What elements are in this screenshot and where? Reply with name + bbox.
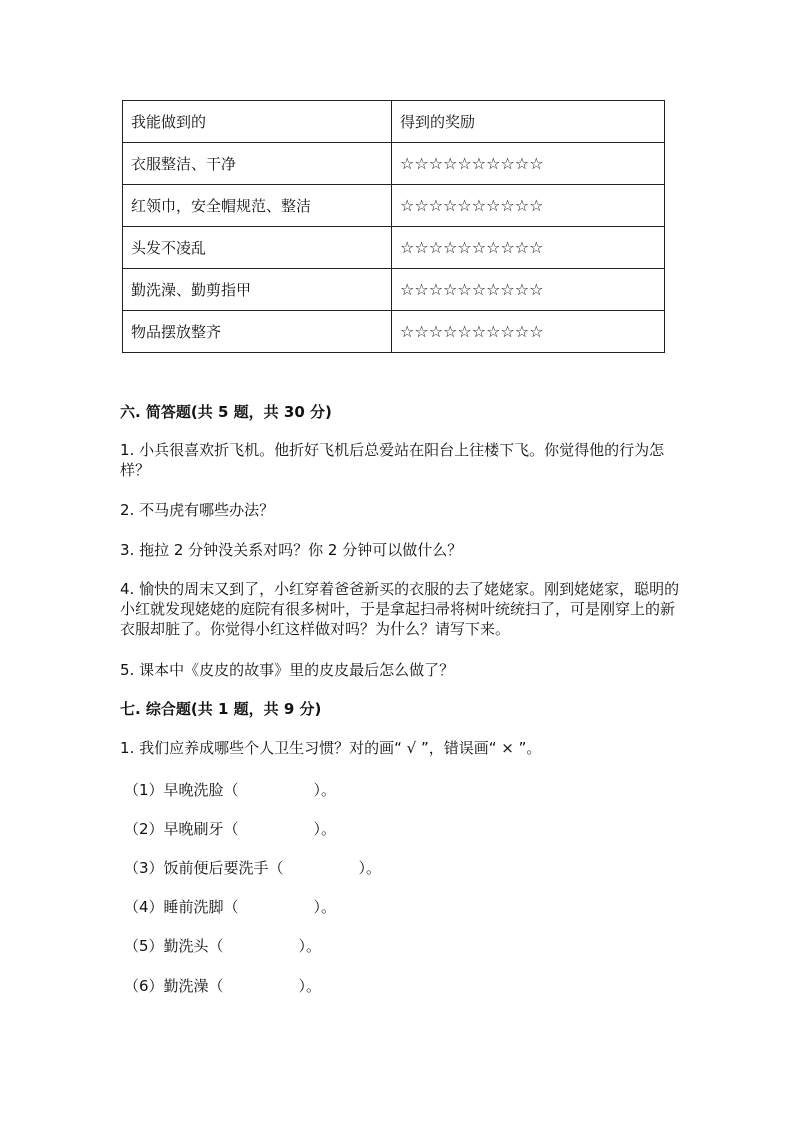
question-5: 5. 课本中《皮皮的故事》里的皮皮最后怎么做了？ [120, 661, 455, 679]
habit-cell: 衣服整洁、干净 [123, 143, 392, 185]
stars-cell: ☆☆☆☆☆☆☆☆☆☆ [392, 143, 665, 185]
question-1: 1. 小兵很喜欢折飞机。他折好飞机后总爱站在阳台上往楼下飞。你觉得他的行为怎样？ [120, 441, 665, 479]
habit-item-2: （2）早晚刷牙（ ）。 [124, 820, 337, 838]
question-2: 2. 不马虎有哪些办法？ [120, 501, 275, 519]
table-header-cell: 得到的奖励 [392, 101, 665, 143]
table-row [123, 227, 665, 269]
stars-cell: ☆☆☆☆☆☆☆☆☆☆ [392, 185, 665, 227]
reward-table [122, 100, 665, 353]
habit-cell: 红领巾，安全帽规范、整洁 [123, 185, 392, 227]
table-row [123, 269, 665, 311]
table-row [123, 311, 665, 353]
habit-item-6: （6）勤洗澡（ ）。 [124, 977, 322, 995]
section6-title: 六. 简答题(共 5 题，共 30 分) [120, 403, 332, 421]
habit-item-1: （1）早晚洗脸（ ）。 [124, 781, 337, 799]
stars-cell: ☆☆☆☆☆☆☆☆☆☆ [392, 227, 665, 269]
habit-item-5: （5）勤洗头（ ）。 [124, 937, 322, 955]
stars-cell: ☆☆☆☆☆☆☆☆☆☆ [392, 311, 665, 353]
stars-cell: ☆☆☆☆☆☆☆☆☆☆ [392, 269, 665, 311]
habit-cell: 勤洗澡、勤剪指甲 [123, 269, 392, 311]
question-4: 4. 愉快的周末又到了，小红穿着爸爸新买的衣服的去了姥姥家。刚到姥姥家，聪明的小红就发现姥姥的庭院有很多树叶，于是拿起扫帚将树叶统统扫了，可是刚穿上的新衣服却脏了。你觉得小红这样做对吗？为什么？请写下来。 [120, 580, 680, 638]
table-header-cell: 我能做到的 [123, 101, 392, 143]
habit-cell: 头发不凌乱 [123, 227, 392, 269]
section7-title: 七. 综合题(共 1 题，共 9 分) [120, 700, 322, 718]
table-header-row [123, 101, 665, 143]
table-row [123, 143, 665, 185]
table-row [123, 185, 665, 227]
habit-cell: 物品摆放整齐 [123, 311, 392, 353]
habit-item-3: （3）饭前便后要洗手（ ）。 [124, 859, 382, 877]
question-3: 3. 拖拉 2 分钟没关系对吗？你 2 分钟可以做什么？ [120, 541, 463, 559]
section7-question: 1. 我们应养成哪些个人卫生习惯？对的画“ √ ”，错误画“ × ”。 [120, 739, 542, 757]
habit-item-4: （4）睡前洗脚（ ）。 [124, 898, 337, 916]
